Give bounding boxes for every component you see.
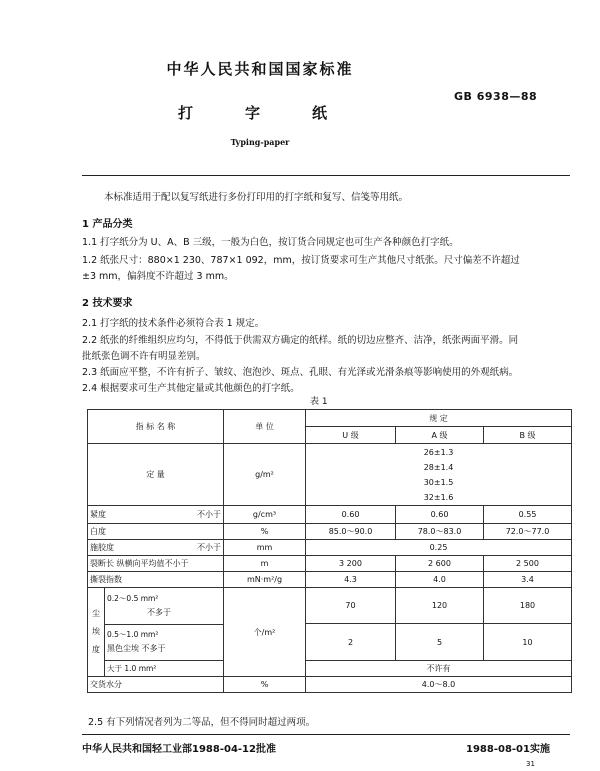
breaking-length-b: 2 500 bbox=[484, 556, 572, 572]
whiteness-a: 78.0～83.0 bbox=[396, 524, 484, 540]
table-row-basis-weight bbox=[88, 444, 572, 506]
header-spec: 规 定 bbox=[306, 410, 572, 427]
dirt-label-block bbox=[88, 588, 224, 677]
density-label-cell bbox=[88, 506, 224, 524]
table-row-sizing bbox=[88, 540, 572, 556]
standard-number: GB 6938—88 bbox=[454, 90, 538, 103]
basis-weight-values bbox=[306, 444, 572, 506]
table-header-row bbox=[88, 410, 572, 427]
dirt-range-3: 大于 1.0 mm² bbox=[107, 663, 157, 673]
tear-index-a: 4.0 bbox=[396, 572, 484, 588]
dirt-label-vertical bbox=[88, 588, 105, 676]
approval-text: 中华人民共和国轻工业部1988-04-12批准 bbox=[82, 744, 276, 755]
dirt-label-char: 度 bbox=[92, 645, 100, 654]
whiteness-b: 72.0～77.0 bbox=[484, 524, 572, 540]
dirt-range-2: 0.5～1.0 mm² bbox=[107, 630, 159, 639]
effective-date: 1988-08-01实施 bbox=[466, 744, 550, 755]
dirt-range-1: 0.2～0.5 mm² bbox=[107, 593, 159, 603]
dirt-inner-row bbox=[88, 624, 223, 660]
clause-2-3: 2.3 纸面应平整，不许有折子、皱纹、泡泡沙、斑点、孔眼、有光泽或光滑条痕等影响使用的外观纸病。 bbox=[82, 367, 519, 378]
table-row-dirt-1 bbox=[88, 588, 572, 624]
dirt-inner-table bbox=[88, 588, 223, 676]
page-number: 31 bbox=[526, 760, 535, 768]
whiteness-unit: % bbox=[224, 524, 306, 540]
density-condition: 不小于 bbox=[197, 510, 221, 519]
breaking-length-a: 2 600 bbox=[396, 556, 484, 572]
clause-2-1: 2.1 打字纸的技术条件必须符合表 1 规定。 bbox=[82, 318, 265, 329]
density-unit: g/cm³ bbox=[224, 506, 306, 524]
density-u: 0.60 bbox=[306, 506, 396, 524]
document-title: 打字纸 bbox=[178, 104, 380, 122]
basis-value: 32±1.6 bbox=[423, 492, 454, 502]
dirt-inner-row bbox=[88, 660, 223, 676]
sizing-condition: 不小于 bbox=[197, 543, 221, 552]
moisture-label: 交货水分 bbox=[88, 677, 224, 693]
footer-divider bbox=[82, 734, 570, 735]
tear-index-unit: mN·m²/g bbox=[224, 572, 306, 588]
clause-2-4: 2.4 根据要求可生产其他定量或其他颜色的打字纸。 bbox=[82, 383, 300, 394]
dirt-unit: 个/m² bbox=[224, 588, 306, 677]
table-row-moisture bbox=[88, 677, 572, 693]
breaking-length-unit: m bbox=[224, 556, 306, 572]
sizing-unit: mm bbox=[224, 540, 306, 556]
header-grade-u: U 级 bbox=[306, 427, 396, 444]
breaking-length-label: 裂断长 纵横向平均值不小于 bbox=[88, 556, 224, 572]
dirt-2-u: 2 bbox=[306, 624, 396, 660]
density-b: 0.55 bbox=[484, 506, 572, 524]
dirt-label-char: 埃 bbox=[92, 627, 100, 636]
table-row-breaking-length bbox=[88, 556, 572, 572]
density-label: 紧度 bbox=[90, 510, 106, 519]
tear-index-label: 撕裂指数 bbox=[88, 572, 224, 588]
table-row-tear-index bbox=[88, 572, 572, 588]
technical-requirements-table bbox=[87, 409, 572, 693]
dirt-3-value: 不许有 bbox=[306, 660, 572, 676]
moisture-unit: % bbox=[224, 677, 306, 693]
dirt-range-2-cell bbox=[105, 624, 224, 660]
dirt-label-char: 尘 bbox=[92, 609, 100, 618]
clause-1-2-cont: ±3 mm，偏斜度不许超过 3 mm。 bbox=[82, 271, 234, 282]
whiteness-u: 85.0～90.0 bbox=[306, 524, 396, 540]
sizing-value: 0.25 bbox=[306, 540, 572, 556]
whiteness-label: 白度 bbox=[88, 524, 224, 540]
sizing-label-cell bbox=[88, 540, 224, 556]
clause-2-5: 2.5 有下列情况者列为二等品，但不得同时超过两项。 bbox=[88, 717, 316, 728]
section-1-heading: 1 产品分类 bbox=[82, 219, 133, 230]
clause-1-2: 1.2 纸张尺寸：880×1 230、787×1 092，mm，按订货要求可生产其他尺寸纸张。尺寸偏差不许超过 bbox=[82, 255, 520, 266]
density-a: 0.60 bbox=[396, 506, 484, 524]
basis-value: 26±1.3 bbox=[423, 447, 454, 457]
dirt-1-a: 120 bbox=[396, 588, 484, 624]
header-grade-a: A 级 bbox=[396, 427, 484, 444]
basis-value: 28±1.4 bbox=[423, 462, 454, 472]
standard-organization-header: 中华人民共和国国家标准 bbox=[166, 60, 354, 78]
clause-2-2: 2.2 纸张的纤维组织应均匀，不得低于供需双方确定的纸样。纸的切边应整齐、洁净，纸张两面平滑。同 bbox=[82, 335, 519, 346]
dirt-2-a: 5 bbox=[396, 624, 484, 660]
basis-weight-unit: g/m² bbox=[224, 444, 306, 506]
header-indicator: 指 标 名 称 bbox=[88, 410, 224, 444]
dirt-1-u: 70 bbox=[306, 588, 396, 624]
moisture-value: 4.0～8.0 bbox=[306, 677, 572, 693]
table-row-whiteness bbox=[88, 524, 572, 540]
header-unit: 单 位 bbox=[224, 410, 306, 444]
basis-weight-label: 定 量 bbox=[88, 444, 224, 506]
header-divider bbox=[82, 175, 570, 176]
dirt-range-1-cell bbox=[105, 588, 224, 624]
sizing-label: 施胶度 bbox=[90, 543, 114, 552]
section-2-heading: 2 技术要求 bbox=[82, 298, 133, 309]
header-grade-b: B 级 bbox=[484, 427, 572, 444]
table-row-density bbox=[88, 506, 572, 524]
tear-index-b: 3.4 bbox=[484, 572, 572, 588]
dirt-range-2-condition: 黑色尘埃 不多于 bbox=[107, 644, 166, 653]
tear-index-u: 4.3 bbox=[306, 572, 396, 588]
clause-2-2-cont: 批纸张色调不许有明显差别。 bbox=[82, 351, 206, 362]
intro-paragraph: 本标准适用于配以复写纸进行多份打印用的打字纸和复写、信笺等用纸。 bbox=[104, 192, 409, 203]
basis-value: 30±1.5 bbox=[423, 477, 454, 487]
document-subtitle: Typing-paper bbox=[230, 137, 290, 147]
breaking-length-u: 3 200 bbox=[306, 556, 396, 572]
dirt-inner-row bbox=[88, 588, 223, 624]
dirt-1-b: 180 bbox=[484, 588, 572, 624]
table-caption: 表 1 bbox=[310, 397, 328, 407]
clause-1-1: 1.1 打字纸分为 U、A、B 三级，一般为白色，按订货合同规定也可生产各种颜色打字纸。 bbox=[82, 237, 459, 248]
dirt-2-b: 10 bbox=[484, 624, 572, 660]
dirt-range-1-condition: 不多于 bbox=[147, 607, 171, 617]
